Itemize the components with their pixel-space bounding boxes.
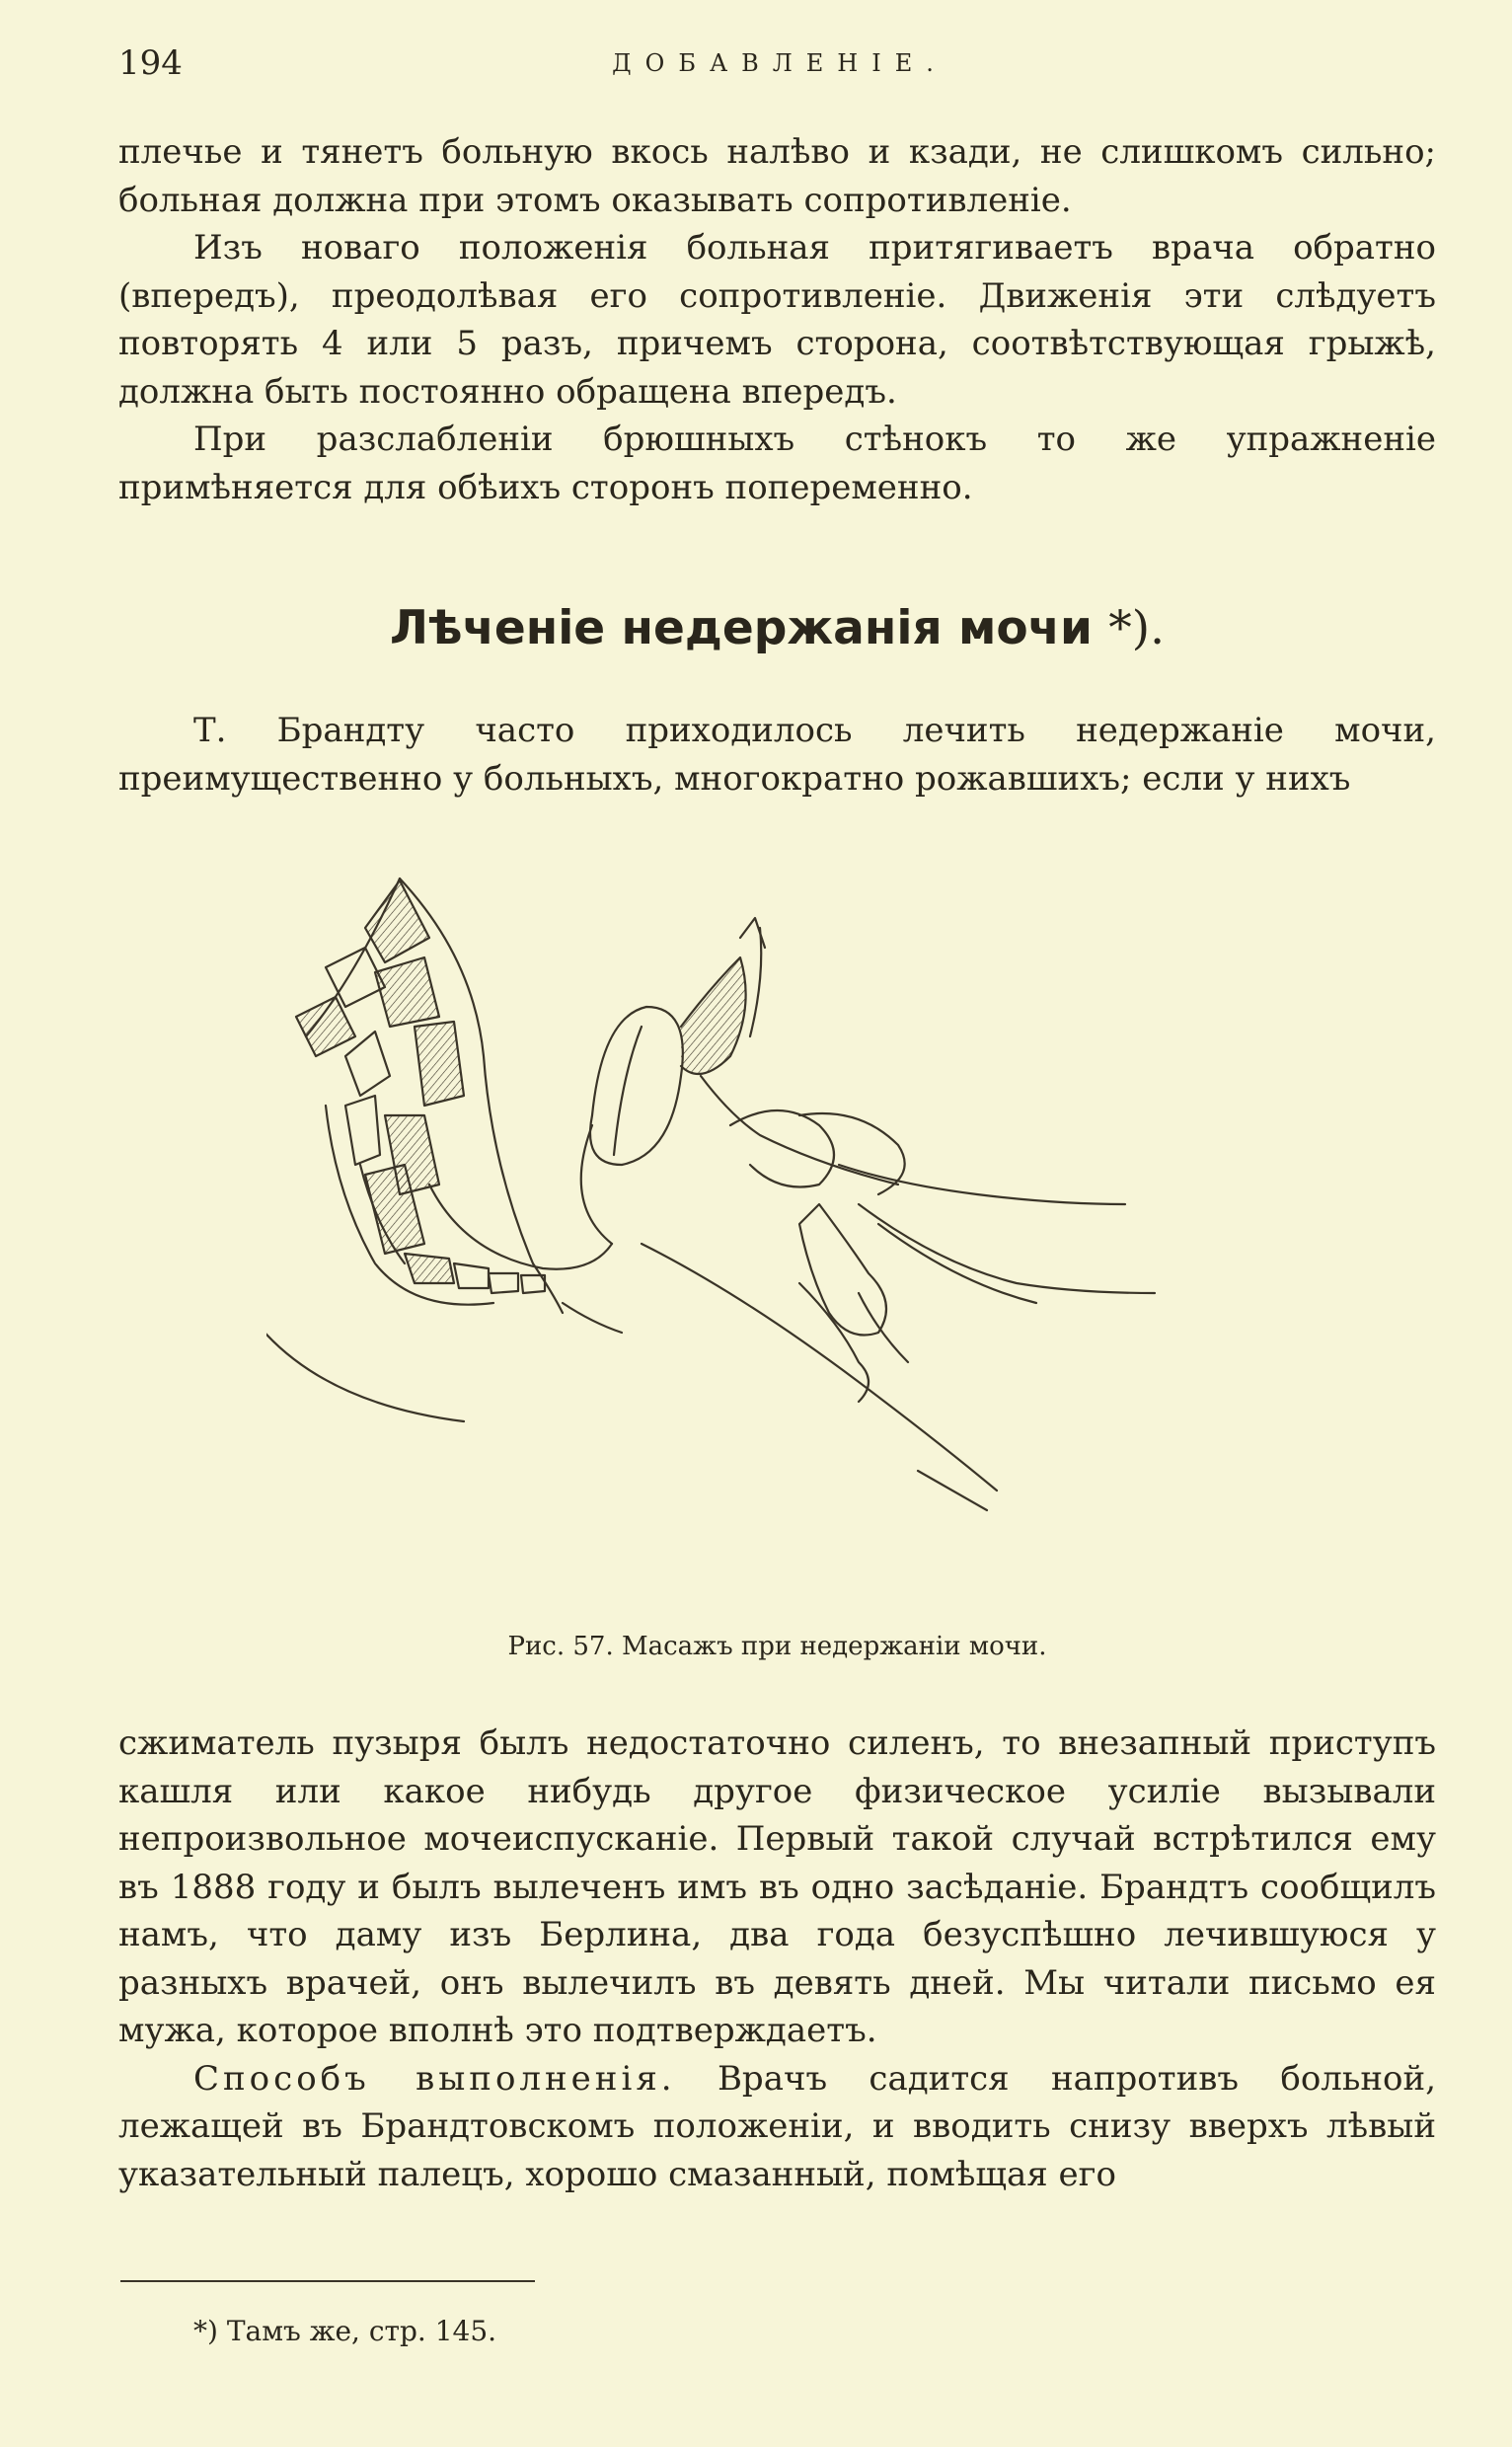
footnote: *) Тамъ же, стр. 145. [193, 2315, 497, 2347]
method-body: Врачъ садится напротивъ больной, лежащей въ Брандтовскомъ положеніи, и вводить снизу вверхъ лѣвый указательный палецъ, хорошо смазанный, помѣщая его [118, 2058, 1436, 2194]
section-heading [118, 590, 1436, 667]
footnote-divider [120, 2280, 535, 2282]
middle-text-block [118, 707, 1436, 803]
page-number: 194 [118, 43, 183, 83]
paragraph-sphincter: сжиматель пузыря былъ недостаточно силенъ, то внезапный приступъ кашля или какое нибудь другое физическое усиліе вызывали непроизвольное мочеиспусканіе. Первый такой случай встрѣтился ему въ 1888 году и былъ вылеченъ имъ въ одно засѣданіе. Брандтъ сообщилъ намъ, что даму изъ Берлина, два года безуспѣшно лечившуюся у разныхъ врачей, онъ вылечилъ въ девять дней. Мы читали письмо ея мужа, которое вполнѣ это подтверждаетъ. [118, 1723, 1436, 2050]
method-lead-in: Способъ выполненія. [193, 2058, 676, 2099]
paragraph-abdominal-walls: При разслабленіи брюшныхъ стѣнокъ то же упражненіе примѣняется для обѣихъ сторонъ попеременно. [118, 420, 1436, 507]
paragraph-method [118, 2055, 1436, 2199]
anatomical-illustration [266, 869, 1342, 1599]
section-title: Лѣченіе недержанія мочи [389, 601, 1093, 655]
paragraph-continuation: плечье и тянетъ больную вкось налѣво и кзади, не слишкомъ сильно; больная должна при этомъ оказывать сопротивленіе. [118, 132, 1436, 220]
massage-illustration-drawing [266, 869, 1342, 1599]
figure-caption: Рис. 57. Масажъ при недержаніи мочи. [507, 1632, 1047, 1661]
running-title: ДОБАВЛЕНІЕ. [612, 49, 947, 77]
bottom-text-block [118, 1720, 1436, 2198]
running-head [118, 43, 1441, 93]
paragraph-brandt-intro: Т. Брандту часто приходилось лечить недержаніе мочи, преимущественно у больныхъ, многократно рожавшихъ; если у нихъ [118, 711, 1436, 799]
paragraph-resistance: Изъ новаго положенія больная притягиваетъ врача обратно (впередъ), преодолѣвая его сопротивленіе. Движенія эти слѣдуетъ повторять 4 или 5 разъ, причемъ сторона, соотвѣтствующая грыжѣ, должна быть постоянно обращена впередъ. [118, 228, 1436, 412]
section-footnote-mark: *). [1108, 601, 1166, 655]
top-text-block [118, 128, 1436, 511]
